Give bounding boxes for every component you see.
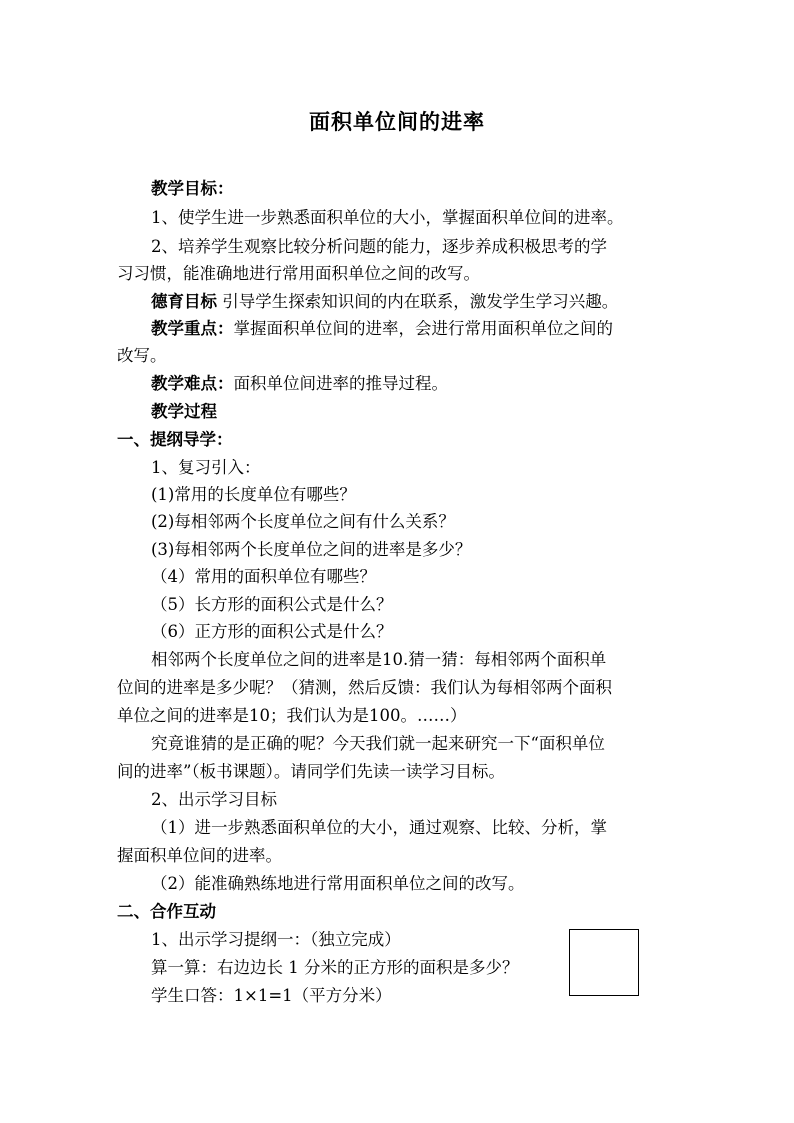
question-5: （5）长方形的面积公式是什么？ [151,595,393,614]
question-1: (1)常用的长度单位有哪些？ [151,485,356,504]
section-2-heading: 二、合作互动 [117,902,216,921]
key-point-text: 掌握面积单位间的进率，会进行常用面积单位之间的 [233,319,613,338]
goals-heading: 教学目标： [151,179,234,198]
student-answer: 学生口答：1×1=1（平方分米） [151,986,392,1005]
moral-goal-label: 德育目标 [151,292,217,311]
difficulty-text: 面积单位间进率的推导过程。 [233,374,448,393]
moral-goal-text: 引导学生探索知识间的内在联系，激发学生学习兴趣。 [217,292,619,311]
key-point-line-2: 改写。 [117,346,167,365]
question-4: （4）常用的面积单位有哪些？ [151,567,376,586]
paragraph-2-line-2: 间的进率”（板书课题）。请同学们先读一读学习目标。 [117,762,505,781]
moral-goal [151,292,618,312]
paragraph-1-line-3: 单位之间的进率是10；我们认为是100。……） [117,706,467,725]
show-goals-heading: 2、出示学习目标 [151,790,277,809]
difficulty-label: 教学难点： [151,374,234,393]
calc-question: 算一算：右边边长 1 分米的正方形的面积是多少？ [151,958,519,977]
goal-1: 1、使学生进一步熟悉面积单位的大小，掌握面积单位间的进率。 [151,208,624,227]
outline-1: 1、出示学习提纲一：（独立完成） [151,930,401,949]
paragraph-1-line-2: 位间的进率是多少呢？（猜测，然后反馈：我们认为每相邻两个面积 [117,678,612,697]
study-goal-1-line-2: 握面积单位间的进率。 [117,846,282,865]
process-heading: 教学过程 [151,402,217,421]
section-1-heading: 一、提纲导学： [117,430,233,449]
question-2: (2)每相邻两个长度单位之间有什么关系？ [151,512,455,531]
key-point-label: 教学重点： [151,319,234,338]
study-goal-1-line-1: （1）进一步熟悉面积单位的大小，通过观察、比较、分析，掌 [151,818,607,837]
goal-2-line-2: 习习惯，能准确地进行常用面积单位之间的改写。 [117,264,480,283]
question-6: （6）正方形的面积公式是什么？ [151,622,393,641]
study-goal-2: （2）能准确熟练地进行常用面积单位之间的改写。 [151,874,525,893]
page-title: 面积单位间的进率 [309,109,485,134]
difficulty [151,374,448,394]
review-heading: 1、复习引入： [151,458,261,477]
paragraph-2-line-1: 究竟谁猜的是正确的呢？今天我们就一起来研究一下“面积单位 [151,734,605,753]
unit-square-figure [569,929,639,996]
paragraph-1-line-1: 相邻两个长度单位之间的进率是10.猜一猜：每相邻两个面积单 [151,650,607,669]
question-3: (3)每相邻两个长度单位之间的进率是多少？ [151,540,472,559]
goal-2-line-1: 2、培养学生观察比较分析问题的能力，逐步养成积极思考的学 [151,237,607,256]
key-point [151,319,613,339]
